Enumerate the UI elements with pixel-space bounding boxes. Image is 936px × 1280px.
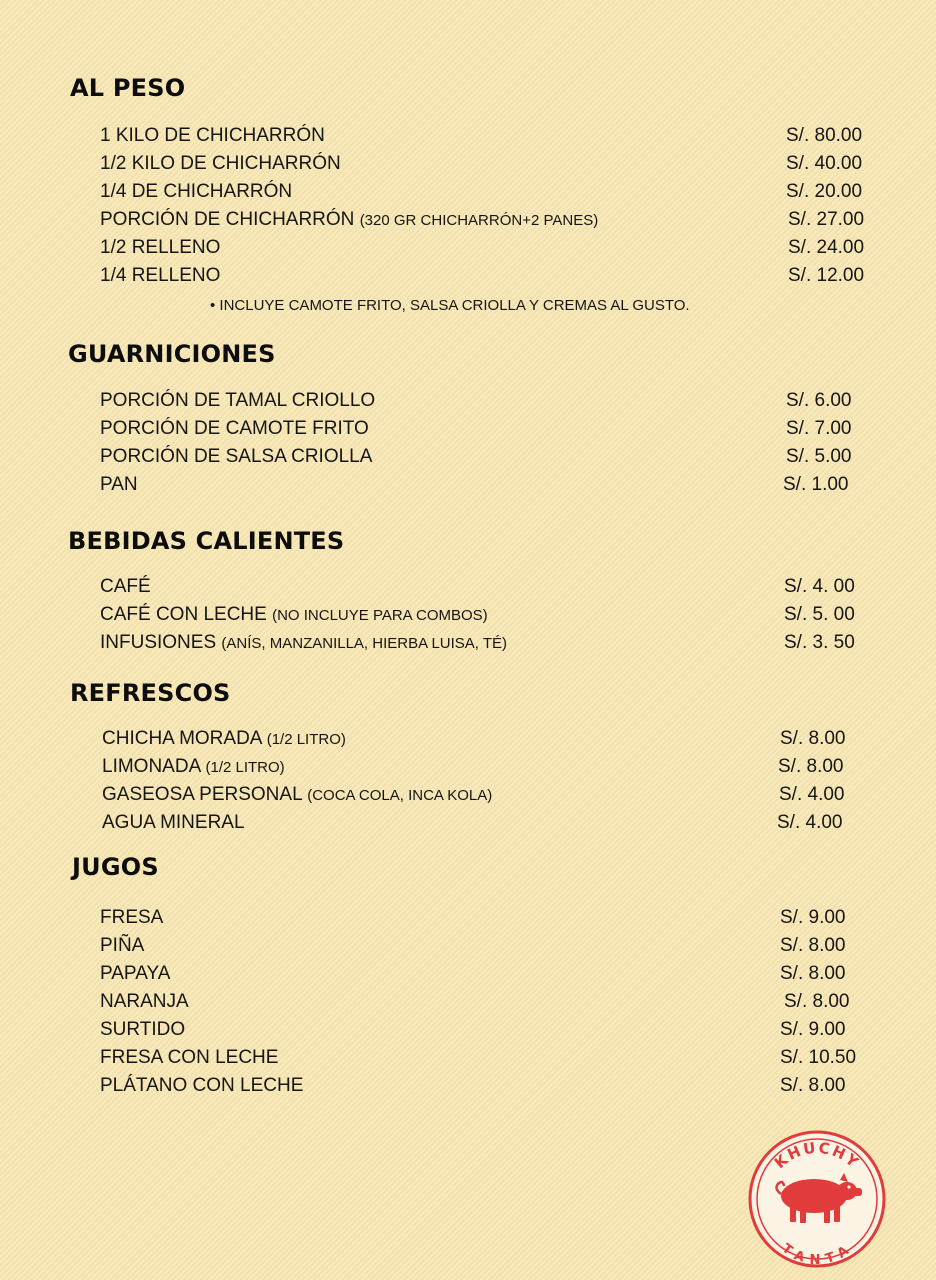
item-name: PORCIÓN DE CAMOTE FRITO [100, 418, 369, 439]
menu-item [0, 630, 936, 658]
item-price: S/. 5.00 [786, 446, 852, 467]
menu-item [0, 989, 936, 1017]
section-heading: AL PESO [70, 74, 186, 102]
item-name-text: CAFÉ CON LECHE [100, 604, 267, 625]
item-price: S/. 6.00 [786, 390, 852, 411]
item-name: 1/2 RELLENO [100, 237, 221, 258]
item-name [102, 782, 492, 809]
item-price: S/. 12.00 [788, 265, 865, 286]
item-price: S/. 4.00 [779, 784, 845, 805]
item-name-text: CHICHA MORADA [102, 728, 262, 749]
item-name: PIÑA [100, 935, 145, 956]
item-name-text: PORCIÓN DE CHICHARRÓN [100, 209, 355, 230]
menu-item [0, 1017, 936, 1045]
item-price: S/. 20.00 [786, 181, 863, 202]
item-price: S/. 27.00 [788, 209, 865, 230]
item-price: S/. 9.00 [780, 907, 846, 928]
menu-item [0, 574, 936, 602]
item-name: PLÁTANO CON LECHE [100, 1075, 304, 1096]
item-name: NARANJA [100, 991, 189, 1012]
menu-item [0, 905, 936, 933]
menu-item [0, 754, 936, 782]
item-name [100, 630, 507, 657]
item-name: PORCIÓN DE TAMAL CRIOLLO [100, 390, 376, 411]
item-price: S/. 8.00 [780, 935, 846, 956]
item-price: S/. 3. 50 [784, 632, 855, 653]
item-name: PORCIÓN DE SALSA CRIOLLA [100, 446, 373, 467]
logo-seal [744, 1130, 890, 1268]
item-note: (320 GR CHICHARRÓN+2 PANES) [359, 212, 599, 229]
item-name: AGUA MINERAL [102, 812, 245, 833]
section-heading: REFRESCOS [70, 679, 231, 707]
item-name: FRESA CON LECHE [100, 1047, 279, 1068]
menu-item [0, 444, 936, 472]
item-price: S/. 7.00 [786, 418, 852, 439]
menu-item [0, 472, 936, 500]
item-note: (1/2 LITRO) [205, 759, 285, 776]
item-price: S/. 4.00 [777, 812, 843, 833]
menu-item [0, 961, 936, 989]
section-heading: JUGOS [72, 853, 159, 881]
item-name: PAPAYA [100, 963, 171, 984]
item-note: (ANÍS, MANZANILLA, HIERBA LUISA, TÉ) [221, 635, 508, 652]
item-price: S/. 8.00 [780, 963, 846, 984]
menu-item [0, 416, 936, 444]
item-name: SURTIDO [100, 1019, 186, 1040]
item-price: S/. 8.00 [780, 728, 846, 749]
menu-item [0, 1073, 936, 1101]
menu-item [0, 810, 936, 838]
item-price: S/. 8.00 [780, 1075, 846, 1096]
item-price: S/. 8.00 [778, 756, 844, 777]
menu-item [0, 179, 936, 207]
item-name [100, 207, 598, 234]
item-note: (COCA COLA, INCA KOLA) [307, 787, 493, 804]
item-price: S/. 9.00 [780, 1019, 846, 1040]
item-name: CAFÉ [100, 576, 151, 597]
item-name: FRESA [100, 907, 164, 928]
item-name-text: INFUSIONES [100, 632, 217, 653]
menu-item [0, 235, 936, 263]
item-name: 1/2 KILO DE CHICHARRÓN [100, 153, 341, 174]
menu-item [0, 207, 936, 235]
item-name: 1/4 DE CHICHARRÓN [100, 181, 293, 202]
brand-logo [744, 1130, 890, 1268]
item-price: S/. 80.00 [786, 125, 863, 146]
item-name [102, 754, 285, 781]
item-name: 1 KILO DE CHICHARRÓN [100, 125, 325, 146]
section-heading: GUARNICIONES [68, 340, 276, 368]
item-price: S/. 40.00 [786, 153, 863, 174]
item-price: S/. 5. 00 [784, 604, 855, 625]
logo-top-text: KHUCHY [770, 1138, 864, 1173]
menu-item [0, 151, 936, 179]
item-price: S/. 1.00 [783, 474, 849, 495]
item-note: (NO INCLUYE PARA COMBOS) [272, 607, 488, 624]
menu-item [0, 263, 936, 291]
menu-item [0, 933, 936, 961]
menu-item [0, 602, 936, 630]
item-name [102, 726, 346, 753]
menu-item [0, 123, 936, 151]
section-heading: BEBIDAS CALIENTES [68, 527, 345, 555]
item-name-text: GASEOSA PERSONAL [102, 784, 302, 805]
section-footnote: • INCLUYE CAMOTE FRITO, SALSA CRIOLLA Y CREMAS AL GUSTO. [210, 297, 690, 314]
item-price: S/. 8.00 [784, 991, 850, 1012]
item-name [100, 602, 488, 629]
menu-item [0, 1045, 936, 1073]
menu-item [0, 782, 936, 810]
logo-bottom-text: TANTA [778, 1241, 855, 1268]
item-name: PAN [100, 474, 138, 495]
item-price: S/. 10.50 [780, 1047, 857, 1068]
item-note: (1/2 LITRO) [266, 731, 346, 748]
menu-item [0, 388, 936, 416]
item-price: S/. 24.00 [788, 237, 865, 258]
item-name: 1/4 RELLENO [100, 265, 221, 286]
menu-item [0, 726, 936, 754]
item-name-text: LIMONADA [102, 756, 201, 777]
item-price: S/. 4. 00 [784, 576, 855, 597]
